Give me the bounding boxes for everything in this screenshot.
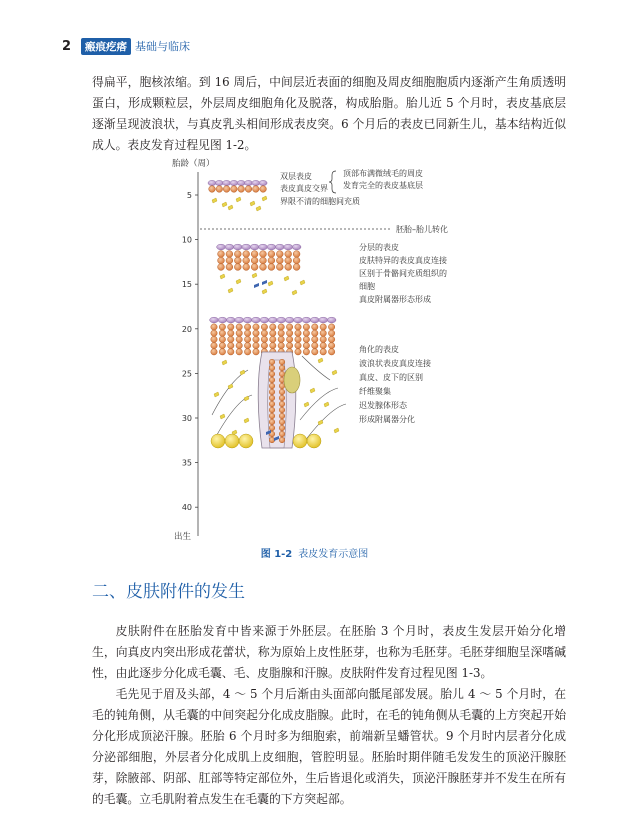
keratinocyte-cell — [228, 324, 234, 330]
periderm-cell — [225, 244, 234, 250]
keratinocyte-cell — [320, 330, 326, 336]
keratinocyte-cell — [286, 330, 292, 336]
periderm-cell — [268, 317, 277, 323]
keratinocyte-cell — [312, 330, 318, 336]
keratinocyte-cell — [286, 324, 292, 330]
axis-tick-label: 20 — [181, 324, 192, 334]
keratinocyte-cell — [328, 342, 334, 348]
fibroblast-cell — [250, 201, 255, 206]
periderm-cell — [294, 317, 303, 323]
keratinocyte-cell — [261, 336, 267, 342]
caption-number: 图 1-2 — [260, 549, 293, 560]
keratinocyte-cell — [260, 186, 267, 193]
periderm-cell — [310, 317, 319, 323]
axis-tick-label: 30 — [181, 414, 192, 423]
periderm-cell — [302, 317, 311, 323]
keratinocyte-cell — [253, 336, 259, 342]
stage2-label-4: 细胞 — [359, 282, 375, 291]
hair-follicle-sheath — [258, 352, 296, 448]
keratinocyte-cell — [251, 251, 258, 258]
fibroblast-cell — [310, 388, 315, 393]
keratinocyte-cell — [216, 186, 223, 193]
keratinocyte-cell — [295, 330, 301, 336]
fibroblast-cell — [228, 205, 233, 210]
keratinocyte-cell — [269, 389, 275, 395]
keratinocyte-cell — [270, 324, 276, 330]
stage2-label-5: 真皮附属器形态形成 — [359, 295, 431, 304]
keratinocyte-cell — [268, 264, 275, 271]
keratinocyte-cell — [279, 371, 285, 377]
keratinocyte-cell — [260, 264, 267, 271]
fibroblast-cell — [212, 198, 217, 203]
keratinocyte-cell — [279, 389, 285, 395]
keratinocyte-cell — [244, 324, 250, 330]
keratinocyte-cell — [243, 264, 250, 271]
keratinocyte-cell — [293, 257, 300, 264]
keratinocyte-cell — [279, 383, 285, 389]
periderm-cell — [275, 244, 284, 250]
fibroblast-cell — [244, 396, 249, 401]
keratinocyte-cell — [226, 264, 233, 271]
keratinocyte-cell — [243, 257, 250, 264]
fat-globule — [211, 434, 225, 448]
keratinocyte-cell — [279, 413, 285, 419]
fibroblast-cell — [220, 274, 225, 279]
keratinocyte-cell — [293, 251, 300, 258]
keratinocyte-cell — [211, 330, 217, 336]
fat-globule — [239, 434, 253, 448]
keratinocyte-cell — [268, 251, 275, 258]
keratinocyte-cell — [219, 336, 225, 342]
periderm-cell — [284, 244, 293, 250]
periderm-cell — [215, 180, 223, 185]
stage1-label-left-1: 双层表皮 — [280, 172, 312, 181]
fat-globule — [293, 434, 307, 448]
periderm-cell — [250, 244, 259, 250]
keratinocyte-cell — [219, 342, 225, 348]
transition-label: 胚胎–胎儿转化 — [396, 225, 448, 234]
keratinocyte-cell — [218, 264, 225, 271]
keratinocyte-cell — [236, 324, 242, 330]
fibroblast-cell — [300, 280, 305, 285]
keratinocyte-cell — [269, 365, 275, 371]
keratinocyte-cell — [312, 342, 318, 348]
fibroblast-cell — [284, 276, 289, 281]
stage2-label-3: 区别于骨骼间充质组织的 — [359, 269, 447, 278]
keratinocyte-cell — [279, 431, 285, 437]
stage3-label-2: 波浪状表皮真皮连接 — [359, 359, 431, 368]
keratinocyte-cell — [228, 342, 234, 348]
keratinocyte-cell — [320, 324, 326, 330]
sebaceous-gland — [284, 367, 300, 393]
keratinocyte-cell — [236, 349, 242, 355]
keratinocyte-cell — [320, 349, 326, 355]
melanocyte-cell — [262, 280, 267, 285]
keratinocyte-cell — [219, 330, 225, 336]
book-title-badge: 瘢痕疙瘩 — [81, 38, 131, 55]
keratinocyte-cell — [293, 264, 300, 271]
keratinocyte-cell — [312, 349, 318, 355]
periderm-cell — [217, 244, 226, 250]
body-paragraph-2: 毛先见于眉及头部，4 ～ 5 个月后渐由头面部向骶尾部发展。胎儿 4 ～ 5 个月时，在毛的钝角侧，从毛囊的中间突起分化成皮脂腺。此时，在毛的钝角侧从毛囊的上方突起开始分化形成顶泌汗腺。胚胎 6 个月时多为细胞索，前端新呈蟠管状。9 个月时内层者分化成分泌部细胞，外层者分化成肌上皮细胞，管腔明显。胚胎时期伴随毛发发生的顶泌汗腺胚芽，除腋部、阴部、肛部等特定部位外，生后皆退化或消失，顶泌汗腺胚芽并不发生在所有的毛囊。立毛肌附着点发生在毛囊的下方突起部。 — [92, 687, 566, 806]
keratinocyte-cell — [279, 407, 285, 413]
keratinocyte-cell — [226, 251, 233, 258]
fibroblast-cell — [268, 281, 273, 286]
keratinocyte-cell — [276, 257, 283, 264]
keratinocyte-cell — [226, 257, 233, 264]
keratinocyte-cell — [320, 336, 326, 342]
periderm-cell — [292, 244, 301, 250]
keratinocyte-cell — [269, 407, 275, 413]
keratinocyte-cell — [234, 257, 241, 264]
periderm-cell — [237, 180, 245, 185]
keratinocyte-cell — [253, 349, 259, 355]
stage2-label-1: 分层的表皮 — [359, 243, 399, 252]
keratinocyte-cell — [285, 264, 292, 271]
keratinocyte-cell — [251, 264, 258, 271]
stage1-label-left-2: 表皮真皮交界 — [280, 184, 328, 193]
stage1-label-right-1: 顶部布满微绒毛的周皮 — [343, 169, 423, 178]
keratinocyte-cell — [269, 371, 275, 377]
fibroblast-cell — [244, 418, 249, 423]
keratinocyte-cell — [228, 330, 234, 336]
fibroblast-cell — [236, 197, 241, 202]
keratinocyte-cell — [312, 336, 318, 342]
page-number: 2 — [62, 38, 72, 54]
keratinocyte-cell — [278, 336, 284, 342]
keratinocyte-cell — [279, 395, 285, 401]
caption-text: 表皮发育示意图 — [298, 549, 369, 560]
keratinocyte-cell — [312, 324, 318, 330]
keratinocyte-cell — [276, 251, 283, 258]
keratinocyte-cell — [328, 330, 334, 336]
keratinocyte-cell — [223, 186, 230, 193]
keratinocyte-cell — [285, 257, 292, 264]
fibroblast-cell — [334, 428, 339, 433]
periderm-cell — [235, 317, 244, 323]
keratinocyte-cell — [270, 330, 276, 336]
keratinocyte-cell — [278, 342, 284, 348]
fibroblast-cell — [318, 420, 323, 425]
keratinocyte-cell — [261, 324, 267, 330]
periderm-cell — [230, 180, 238, 185]
keratinocyte-cell — [269, 359, 275, 365]
stage3-diagram — [210, 317, 346, 448]
periderm-cell — [319, 317, 328, 323]
periderm-cell — [277, 317, 286, 323]
keratinocyte-cell — [269, 413, 275, 419]
fibroblast-cell — [240, 370, 245, 375]
keratinocyte-cell — [295, 336, 301, 342]
keratinocyte-cell — [276, 264, 283, 271]
keratinocyte-cell — [245, 186, 252, 193]
keratinocyte-cell — [211, 336, 217, 342]
periderm-cell — [252, 317, 261, 323]
fiber-arc — [302, 356, 330, 380]
keratinocyte-cell — [260, 251, 267, 258]
keratinocyte-cell — [269, 401, 275, 407]
keratinocyte-cell — [270, 336, 276, 342]
periderm-cell — [208, 180, 216, 185]
keratinocyte-cell — [303, 330, 309, 336]
periderm-cell — [327, 317, 336, 323]
keratinocyte-cell — [244, 336, 250, 342]
stage1-label-bottom: 界限不清的细胞间充质 — [280, 197, 360, 206]
axis-tick-label: 15 — [181, 280, 192, 290]
stage1-diagram — [208, 180, 267, 211]
stage3-label-6: 形成附属器分化 — [359, 415, 415, 424]
periderm-cell — [267, 244, 276, 250]
keratinocyte-cell — [328, 336, 334, 342]
stage1-brace — [329, 171, 336, 193]
periderm-cell — [218, 317, 227, 323]
keratinocyte-cell — [278, 324, 284, 330]
keratinocyte-cell — [303, 342, 309, 348]
fibroblast-cell — [236, 279, 241, 284]
keratinocyte-cell — [269, 437, 275, 443]
fibroblast-cell — [292, 290, 297, 295]
fibroblast-cell — [324, 402, 329, 407]
axis-ticks — [182, 191, 198, 512]
keratinocyte-cell — [286, 342, 292, 348]
keratinocyte-cell — [228, 349, 234, 355]
melanocyte-cell — [254, 283, 259, 288]
keratinocyte-cell — [269, 419, 275, 425]
fibroblast-cell — [262, 196, 267, 201]
fibroblast-cell — [332, 370, 337, 375]
stage3-label-3: 真皮、皮下的区别 — [359, 373, 423, 382]
axis-tick-label: 35 — [181, 458, 192, 468]
keratinocyte-cell — [211, 349, 217, 355]
keratinocyte-cell — [279, 437, 285, 443]
keratinocyte-cell — [253, 324, 259, 330]
keratinocyte-cell — [234, 264, 241, 271]
axis-title: 胎龄（周） — [172, 159, 215, 169]
fibroblast-cell — [304, 402, 309, 407]
keratinocyte-cell — [320, 342, 326, 348]
keratinocyte-cell — [268, 257, 275, 264]
keratinocyte-cell — [279, 365, 285, 371]
axis-tick-label: 25 — [181, 369, 192, 379]
keratinocyte-cell — [236, 330, 242, 336]
keratinocyte-cell — [269, 425, 275, 431]
keratinocyte-cell — [236, 342, 242, 348]
keratinocyte-cell — [244, 342, 250, 348]
axis-tick-label: 5 — [186, 191, 192, 200]
stage3-label-4: 纤维聚集 — [359, 387, 391, 396]
fat-globule — [307, 434, 321, 448]
fibroblast-cell — [228, 288, 233, 293]
keratinocyte-cell — [234, 251, 241, 258]
keratinocyte-cell — [269, 395, 275, 401]
keratinocyte-cell — [218, 251, 225, 258]
fibroblast-cell — [318, 358, 323, 363]
fibroblast-cell — [228, 384, 233, 389]
keratinocyte-cell — [253, 186, 260, 193]
stage2-label-2: 皮肤特异的表皮真皮连接 — [359, 256, 447, 265]
keratinocyte-cell — [285, 251, 292, 258]
keratinocyte-cell — [218, 257, 225, 264]
keratinocyte-cell — [278, 330, 284, 336]
keratinocyte-cell — [231, 186, 238, 193]
keratinocyte-cell — [253, 330, 259, 336]
body-paragraph-1: 皮肤附件在胚胎发育中皆来源于外胚层。在胚胎 3 个月时，表皮生发层开始分化增生，向真皮内突出形成花蕾状，称为原始上皮性胚芽，也称为毛胚芽。毛胚芽细胞呈深嗜碱性，由此逐步分化成毛囊、毛、皮脂腺和汗腺。皮肤附件发育过程见图 1-3。 — [92, 624, 566, 680]
keratinocyte-cell — [236, 336, 242, 342]
keratinocyte-cell — [253, 342, 259, 348]
keratinocyte-cell — [295, 324, 301, 330]
keratinocyte-cell — [219, 324, 225, 330]
periderm-cell — [252, 180, 260, 185]
fibroblast-cell — [222, 202, 227, 207]
keratinocyte-cell — [211, 324, 217, 330]
keratinocyte-cell — [279, 425, 285, 431]
keratinocyte-cell — [228, 336, 234, 342]
axis-tick-label: 10 — [181, 235, 192, 245]
stage3-label-5: 迟发腺体形态 — [359, 401, 407, 410]
fibroblast-cell — [252, 273, 257, 278]
keratinocyte-cell — [286, 336, 292, 342]
keratinocyte-cell — [295, 342, 301, 348]
birth-label: 出生 — [174, 532, 192, 542]
periderm-cell — [243, 317, 252, 323]
keratinocyte-cell — [209, 186, 216, 193]
keratinocyte-cell — [260, 257, 267, 264]
figure-caption — [0, 545, 629, 560]
periderm-cell — [259, 244, 268, 250]
periderm-cell — [260, 317, 269, 323]
axis-tick-label: 40 — [181, 503, 192, 513]
periderm-cell — [226, 317, 235, 323]
keratinocyte-cell — [303, 324, 309, 330]
keratinocyte-cell — [244, 330, 250, 336]
keratinocyte-cell — [328, 349, 334, 355]
periderm-cell — [223, 180, 231, 185]
fibroblast-cell — [222, 360, 227, 365]
keratinocyte-cell — [270, 342, 276, 348]
periderm-cell — [233, 244, 242, 250]
fat-globule — [225, 434, 239, 448]
stage1-label-right-2: 发育完全的表皮基底层 — [343, 181, 423, 190]
keratinocyte-cell — [238, 186, 245, 193]
periderm-cell — [285, 317, 294, 323]
keratinocyte-cell — [303, 349, 309, 355]
keratinocyte-cell — [279, 359, 285, 365]
book-subtitle: 基础与临床 — [135, 40, 191, 53]
keratinocyte-cell — [261, 342, 267, 348]
fibroblast-cell — [262, 289, 267, 294]
keratinocyte-cell — [243, 251, 250, 258]
periderm-cell — [242, 244, 251, 250]
keratinocyte-cell — [219, 349, 225, 355]
periderm-cell — [245, 180, 253, 185]
stage2-diagram — [217, 244, 305, 295]
keratinocyte-cell — [251, 257, 258, 264]
periderm-cell — [259, 180, 267, 185]
periderm-cell — [210, 317, 219, 323]
fibroblast-cell — [220, 414, 225, 419]
intro-paragraph: 得扁平，胞核浓缩。到 16 周后，中间层近表面的细胞及周皮细胞胞质内逐渐产生角质透明蛋白，形成颗粒层，外层周皮细胞角化及脱落，构成胎脂。胎儿近 5 个月时，表皮基底层逐渐呈现波浪状，与真皮乳头相间形成表皮突。6 个月后的表皮已同新生儿，基本结构近似成人。表皮发育过程见图 1-2。 — [92, 75, 566, 152]
section-title: 二、皮肤附件的发生 — [92, 582, 245, 602]
fibroblast-cell — [214, 392, 219, 397]
keratinocyte-cell — [269, 377, 275, 383]
keratinocyte-cell — [303, 336, 309, 342]
keratinocyte-cell — [269, 383, 275, 389]
keratinocyte-cell — [328, 324, 334, 330]
keratinocyte-cell — [244, 349, 250, 355]
keratinocyte-cell — [211, 342, 217, 348]
keratinocyte-cell — [261, 330, 267, 336]
keratinocyte-cell — [279, 401, 285, 407]
keratinocyte-cell — [295, 349, 301, 355]
keratinocyte-cell — [279, 419, 285, 425]
fibroblast-cell — [256, 206, 261, 211]
stage3-label-1: 角化的表皮 — [359, 345, 399, 354]
